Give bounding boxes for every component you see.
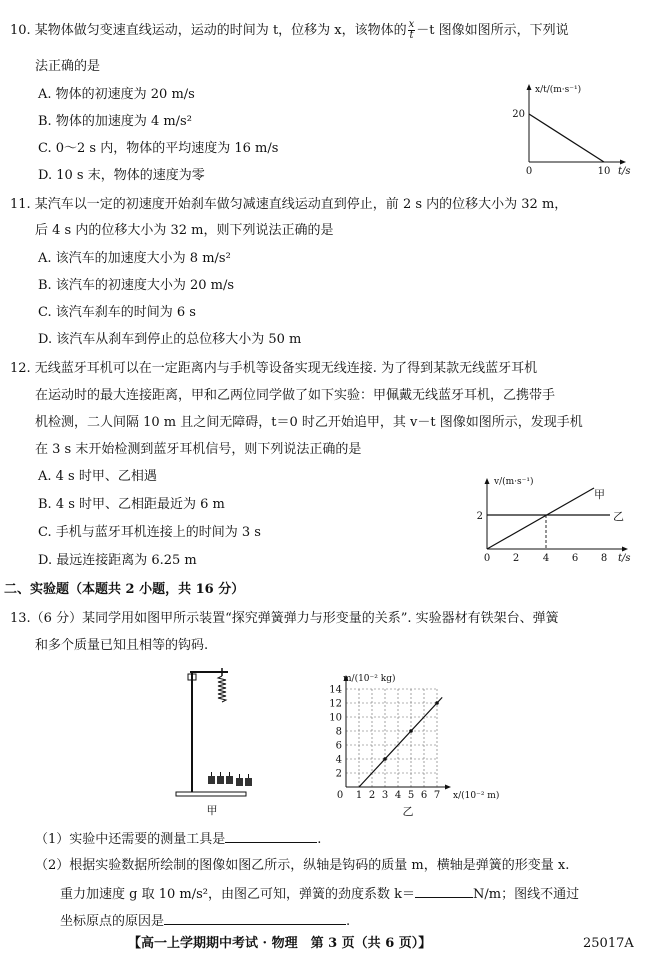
q10-y-label: x/t/(m·s⁻¹) — [535, 85, 582, 95]
q12-y-label: v/(m·s⁻¹) — [494, 477, 534, 487]
q13-sub1-blank[interactable] — [225, 829, 317, 843]
q10-fraction — [408, 20, 416, 41]
hook-weights-icon — [208, 772, 252, 786]
q11-option-d: D. 该汽车从刹车到停止的总位移大小为 50 m — [38, 332, 302, 347]
q13-x-label: x/(10⁻² m) — [453, 791, 500, 801]
q13-apparatus-figure — [170, 660, 280, 820]
q10-y-arrow — [527, 84, 532, 90]
q13-sub2-end: . — [346, 914, 351, 929]
q10-option-b: B. 物体的加速度为 4 m/s² — [38, 114, 192, 129]
q12-x-arrow — [622, 547, 628, 552]
q12-x-tick-4: 4 — [542, 553, 550, 564]
q11-stem-line1: 11. 某汽车以一定的初速度开始刹车做匀减速直线运动直到停止，前 2 s 内的位移大小为 32 m， — [10, 197, 568, 212]
q10-origin: 0 — [525, 166, 533, 177]
stand-base — [176, 792, 246, 796]
q12-option-b: B. 4 s 时甲、乙相距最近为 6 m — [38, 497, 225, 512]
q10-stem-line1 — [10, 20, 569, 41]
q12-option-a: A. 4 s 时甲、乙相遇 — [38, 469, 157, 484]
q10-option-a: A. 物体的初速度为 20 m/s — [38, 87, 195, 102]
q12-stem-line2: 在运动时的最大连接距离，甲和乙两位同学做了如下实验：甲佩戴无线蓝牙耳机，乙携带手 — [35, 388, 556, 403]
q13-sub2-text-a: 重力加速度 g 取 10 m/s²，由图乙可知，弹簧的劲度系数 k＝ — [60, 887, 415, 902]
q12-stem-line1: 12. 无线蓝牙耳机可以在一定距离内与手机等设备实现无线连接. 为了得到某款无线蓝牙耳机 — [10, 361, 538, 376]
y-tick-label: 10 — [329, 712, 342, 724]
q13-sub2-line1: （2）根据实验数据所绘制的图像如图乙所示，纵轴是钩码的质量 m，横轴是弹簧的形变量 x. — [35, 858, 570, 873]
footer-code: 25017A — [583, 936, 634, 951]
q13-reason-blank[interactable] — [164, 911, 346, 925]
q12-stem-line4: 在 3 s 末开始检测到蓝牙耳机信号，则下列说法正确的是 — [35, 442, 362, 457]
q10-x-tick-10: 10 — [597, 166, 611, 177]
q10-frac-num: x — [408, 19, 415, 30]
q13-sub1-text: （1）实验中还需要的测量工具是 — [35, 832, 226, 847]
q10-frac-den: t — [409, 30, 414, 41]
q10-stem-b: －t 图像如图所示，下列说 — [416, 23, 569, 38]
q13-sub1 — [35, 829, 321, 849]
q13-y-label: m/(10⁻² kg) — [343, 674, 396, 684]
q12-stem-line3: 机检测，二人间隔 10 m 且之间无障碍，t＝0 时乙开始追甲，其 v－t 图像如图所示，发现手机 — [35, 415, 583, 430]
y-tick-label: 4 — [335, 754, 342, 766]
q11-option-b: B. 该汽车的初速度大小为 20 m/s — [38, 278, 235, 293]
q10-option-c: C. 0～2 s 内，物体的平均速度为 16 m/s — [38, 141, 279, 156]
q13-x-arrow — [445, 785, 451, 790]
q11-option-c: C. 该汽车刹车的时间为 6 s — [38, 305, 196, 320]
y-tick-label: 8 — [335, 726, 342, 738]
q13-sub2-line3 — [60, 911, 350, 931]
section2-heading: 二、实验题（本题共 2 小题，共 16 分） — [4, 582, 245, 597]
q12-y-tick-2: 2 — [476, 511, 483, 522]
q12-x-tick-8: 8 — [600, 553, 608, 564]
q10-stem-a: 10. 某物体做匀变速直线运动，运动的时间为 t，位移为 x，该物体的 — [10, 23, 407, 38]
q12-option-d: D. 最远连接距离为 6.25 m — [38, 553, 197, 568]
x-tick-label: 1 — [355, 790, 363, 801]
q13-origin: 0 — [336, 790, 344, 801]
x-tick-label: 3 — [381, 790, 389, 801]
x-tick-label: 5 — [407, 790, 415, 801]
q10-data-line — [529, 114, 604, 162]
footer-title: 【高一上学期期中考试 · 物理 第 3 页（共 6 页）】 — [128, 936, 432, 951]
q10-y-tick-20: 20 — [512, 109, 525, 120]
x-tick-label: 4 — [394, 790, 402, 801]
q12-x-label: t/s — [618, 553, 631, 564]
q13-stem-line1: 13.（6 分）某同学用如图甲所示装置“探究弹簧弹力与形变量的关系”. 实验器材有铁架台、弹簧 — [10, 611, 559, 626]
y-tick-label: 14 — [329, 684, 342, 696]
q12-origin: 0 — [483, 553, 491, 564]
y-tick-label: 6 — [335, 740, 342, 752]
q12-label-jia: 甲 — [594, 488, 605, 501]
y-tick-label: 2 — [335, 768, 342, 780]
q12-label-yi: 乙 — [613, 510, 624, 523]
spring-icon — [218, 676, 226, 702]
q13-sub2-text-b: N/m；图线不通过 — [473, 887, 580, 902]
q12-x-tick-6: 6 — [571, 553, 579, 564]
q10-xt-t-graph — [500, 80, 640, 180]
q13-stem-line2: 和多个质量已知且相等的钩码. — [35, 638, 209, 653]
data-point — [435, 701, 439, 705]
x-tick-label: 6 — [420, 790, 428, 801]
q12-option-c: C. 手机与蓝牙耳机连接上的时间为 3 s — [38, 525, 261, 540]
q11-stem-line2: 后 4 s 内的位移大小为 32 m，则下列说法正确的是 — [35, 223, 334, 238]
fig-yi-label: 乙 — [402, 805, 414, 818]
fig-jia-label: 甲 — [206, 804, 218, 817]
y-tick-label: 12 — [329, 698, 342, 710]
q12-y-arrow — [485, 478, 490, 484]
q13-mx-graph — [325, 667, 505, 822]
q13-grid — [346, 689, 437, 787]
q13-fit-line — [359, 697, 442, 787]
q11-option-a: A. 该汽车的加速度大小为 8 m/s² — [38, 251, 231, 266]
q12-vt-graph — [470, 472, 640, 572]
q10-option-d: D. 10 s 末，物体的速度为零 — [38, 168, 205, 183]
q10-x-label: t/s — [618, 166, 631, 177]
data-point — [409, 729, 413, 733]
q13-k-blank[interactable] — [415, 884, 473, 898]
q13-sub2-text-c: 坐标原点的原因是 — [60, 914, 165, 929]
x-tick-label: 2 — [368, 790, 376, 801]
data-point — [383, 757, 387, 761]
q13-sub1-end: . — [317, 832, 322, 847]
x-tick-label: 7 — [433, 790, 441, 801]
q13-sub2-line2 — [60, 884, 579, 904]
q10-stem-line2: 法正确的是 — [35, 59, 101, 74]
q12-line-jia — [487, 488, 594, 549]
page-footer — [0, 935, 648, 955]
q12-x-tick-2: 2 — [512, 553, 520, 564]
q10-x-arrow — [620, 160, 626, 165]
